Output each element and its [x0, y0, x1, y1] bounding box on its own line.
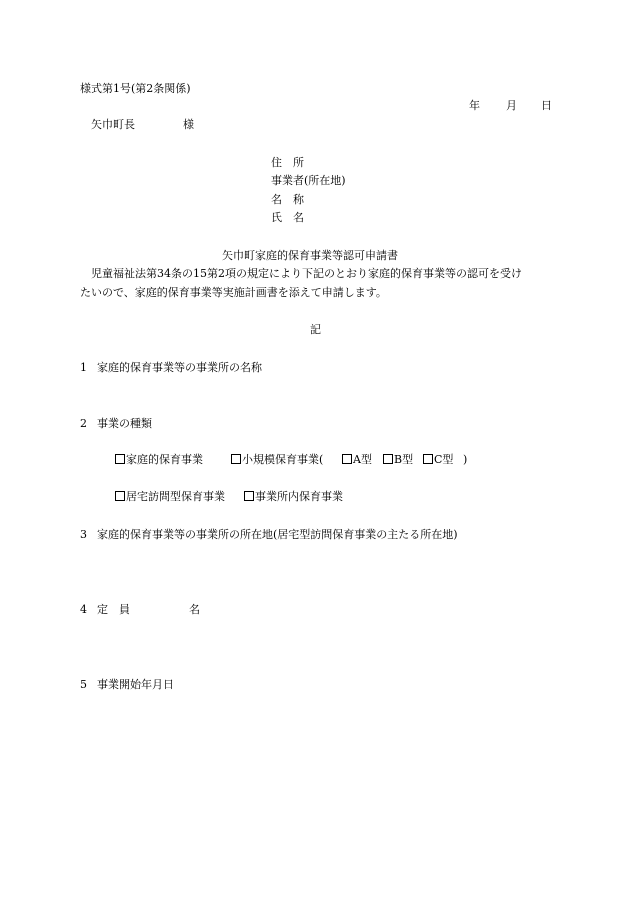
ki-heading: 記 — [310, 323, 321, 336]
close-paren: ) — [463, 453, 468, 466]
form-number: 様式第1号(第2条関係) — [80, 82, 191, 95]
checkbox-icon[interactable] — [383, 454, 393, 464]
body-line-1: 児童福祉法第34条の15第2項の規定により下記のとおり家庭的保育事業等の認可を受け — [91, 267, 522, 280]
item-4-number: 4 — [80, 603, 87, 616]
option-type-c[interactable]: C型 — [423, 453, 453, 467]
honorific: 様 — [183, 118, 194, 131]
name-label: 名 称 — [271, 193, 304, 206]
checkbox-icon[interactable] — [115, 454, 125, 464]
document-title: 矢巾町家庭的保育事業等認可申請書 — [222, 249, 398, 262]
option-home-visit-childcare[interactable]: 居宅訪問型保育事業 — [115, 490, 225, 504]
item-4-label: 定 員 — [97, 603, 130, 616]
address-label: 住 所 — [271, 156, 304, 169]
date-day-label: 日 — [541, 99, 552, 112]
date-year-label: 年 — [469, 99, 480, 112]
item-4-unit: 名 — [189, 603, 200, 616]
item-5-label: 事業開始年月日 — [97, 678, 174, 691]
item-1-label: 家庭的保育事業等の事業所の名称 — [97, 361, 262, 374]
operator-label: 事業者(所在地) — [271, 174, 346, 187]
checkbox-icon[interactable] — [231, 454, 241, 464]
addressee: 矢巾町長 — [91, 118, 135, 131]
person-name-label: 氏 名 — [271, 211, 304, 224]
option-home-based-childcare[interactable]: 家庭的保育事業 — [115, 453, 203, 467]
checkbox-icon[interactable] — [423, 454, 433, 464]
item-3-label: 家庭的保育事業等の事業所の所在地(居宅型訪問保育事業の主たる所在地) — [97, 528, 458, 541]
item-1-number: 1 — [80, 361, 87, 374]
body-line-2: たいので、家庭的保育事業等実施計画書を添えて申請します。 — [80, 286, 387, 299]
option-workplace-childcare[interactable]: 事業所内保育事業 — [244, 490, 343, 504]
option-type-b[interactable]: B型 — [383, 453, 413, 467]
item-3-number: 3 — [80, 528, 87, 541]
checkbox-icon[interactable] — [244, 491, 254, 501]
checkbox-icon[interactable] — [115, 491, 125, 501]
item-2-number: 2 — [80, 417, 87, 430]
option-small-scale-childcare[interactable]: 小規模保育事業( — [231, 453, 323, 467]
item-5-number: 5 — [80, 678, 87, 691]
checkbox-icon[interactable] — [342, 454, 352, 464]
option-type-a[interactable]: A型 — [342, 453, 372, 467]
item-2-label: 事業の種類 — [97, 417, 152, 430]
date-month-label: 月 — [506, 99, 517, 112]
